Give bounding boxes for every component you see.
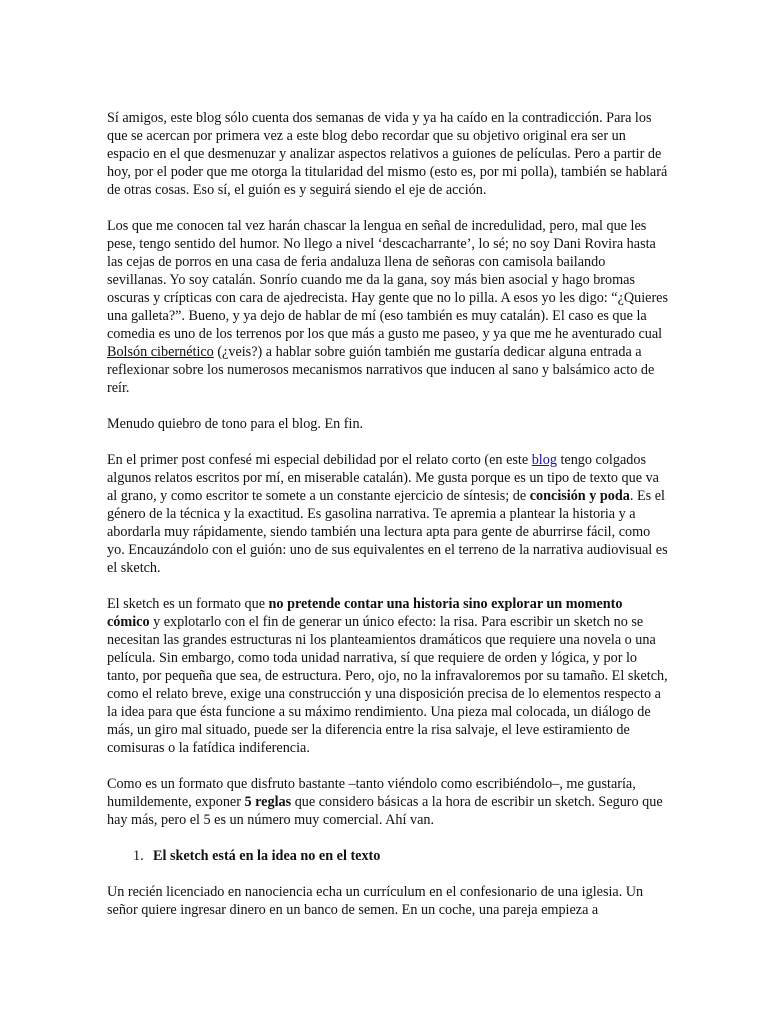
paragraph-sketch	[107, 595, 668, 757]
paragraph-relato-text-2: tengo colgados algunos relatos escritos por mí, en miserable catalán). Me gusta porque es un tipo de texto que va al grano, y como escritor te somete a un constante ejercicio de síntesis; de	[107, 452, 659, 504]
paragraph-humor	[107, 217, 668, 397]
paragraph-reglas-text-1: Como es un formato que disfruto bastante –tanto viéndolo como escribiéndolo–, me gustaría, humildemente, exponer	[107, 776, 636, 810]
paragraph-sketch-bold: no pretende contar una historia sino explorar un momento cómico	[107, 596, 623, 630]
paragraph-sketch-text-1: El sketch es un formato que	[107, 596, 269, 612]
paragraph-relato-text-3: . Es el género de la técnica y la exactitud. Es gasolina narrativa. Te apremia a plantear la historia y a abordarla muy rápidamente, siendo también una lectura apta para gente de aburrirse fácil, como yo. Encauzándolo con el guión: uno de sus equivalentes en el terreno de la narrativa audiovisual es el sketch.	[107, 488, 668, 576]
paragraph-humor-text-1: Los que me conocen tal vez harán chascar la lengua en señal de incredulidad, pero, mal que les pese, tengo sentido del humor. No llego a nivel ‘descacharrante’, lo sé; no soy Dani Rovira hasta las cejas de porros en una casa de feria andaluza llena de señoras con camisola bailando sevillanas. Yo soy catalán. Sonrío cuando me da la gana, soy más bien asocial y hago bromas oscuras y crípticas con cara de ajedrecista. Hay gente que no lo pilla. A esos yo les digo: “¿Quieres una galleta?”. Bueno, y ya dejo de hablar de mí (eso también es muy catalán). El caso es que la comedia es uno de los terrenos por los que más a gusto me paseo, y ya que me he aventurado cual	[107, 218, 669, 342]
rules-list	[107, 847, 668, 865]
paragraph-reglas	[107, 775, 668, 829]
bolson-cibernetico-link[interactable]: Bolsón cibernético	[107, 344, 214, 360]
paragraph-sketch-text-2: y explotarlo con el fin de generar un único efecto: la risa. Para escribir un sketch no se necesitan las grandes estructuras ni los planteamientos dramáticos que requiere una novela o una película. Sin embargo, como toda unidad narrativa, sí que requiere de orden y lógica, y por lo tanto, por pequeña que sea, de estructura. Pero, ojo, no la infravaloremos por su tamaño. El sketch, como el relato breve, exige una construcción y una disposición precisa de lo elementos respecto a la idea para que ésta funcione a su máximo rendimiento. Una pieza mal colocada, un diálogo de más, un giro mal situado, puede ser la diferencia entre la risa salvaje, el leve estiramiento de comisuras o la fatídica indiferencia.	[107, 614, 668, 756]
list-item-number: 1.	[133, 848, 144, 864]
paragraph-reglas-text-2: que considero básicas a la hora de escribir un sketch. Seguro que hay más, pero el 5 es un número muy comercial. Ahí van.	[107, 794, 663, 828]
paragraph-reglas-bold: 5 reglas	[244, 794, 292, 810]
paragraph-relato	[107, 451, 668, 577]
paragraph-relato-bold: concisión y poda	[529, 488, 630, 504]
list-item	[107, 847, 668, 865]
list-item-text: El sketch está en la idea no en el texto	[153, 848, 381, 864]
paragraph-humor-text-2: (¿veis?) a hablar sobre guión también me gustaría dedicar alguna entrada a reflexionar sobre los numerosos mecanismos narrativos que inducen al sano y balsámico acto de reír.	[107, 344, 655, 396]
blog-link[interactable]: blog	[531, 452, 557, 468]
paragraph-relato-text-1: En el primer post confesé mi especial debilidad por el relato corto (en este	[107, 452, 532, 468]
paragraph-ejemplos: Un recién licenciado en nanociencia echa un currículum en el confesionario de una iglesia. Un señor quiere ingresar dinero en un banco de semen. En un coche, una pareja empieza a	[107, 884, 644, 918]
paragraph-tone: Menudo quiebro de tono para el blog. En fin.	[107, 416, 364, 432]
paragraph-intro: Sí amigos, este blog sólo cuenta dos semanas de vida y ya ha caído en la contradicción. Para los que se acercan por primera vez a este blog debo recordar que su objetivo original era ser un espacio en el que desmenuzar y analizar aspectos relativos a guiones de películas. Pero a partir de hoy, por el poder que me otorga la titularidad del mismo (esto es, por mi polla), también se hablará de otras cosas. Eso sí, el guión es y seguirá siendo el eje de acción.	[107, 110, 668, 198]
